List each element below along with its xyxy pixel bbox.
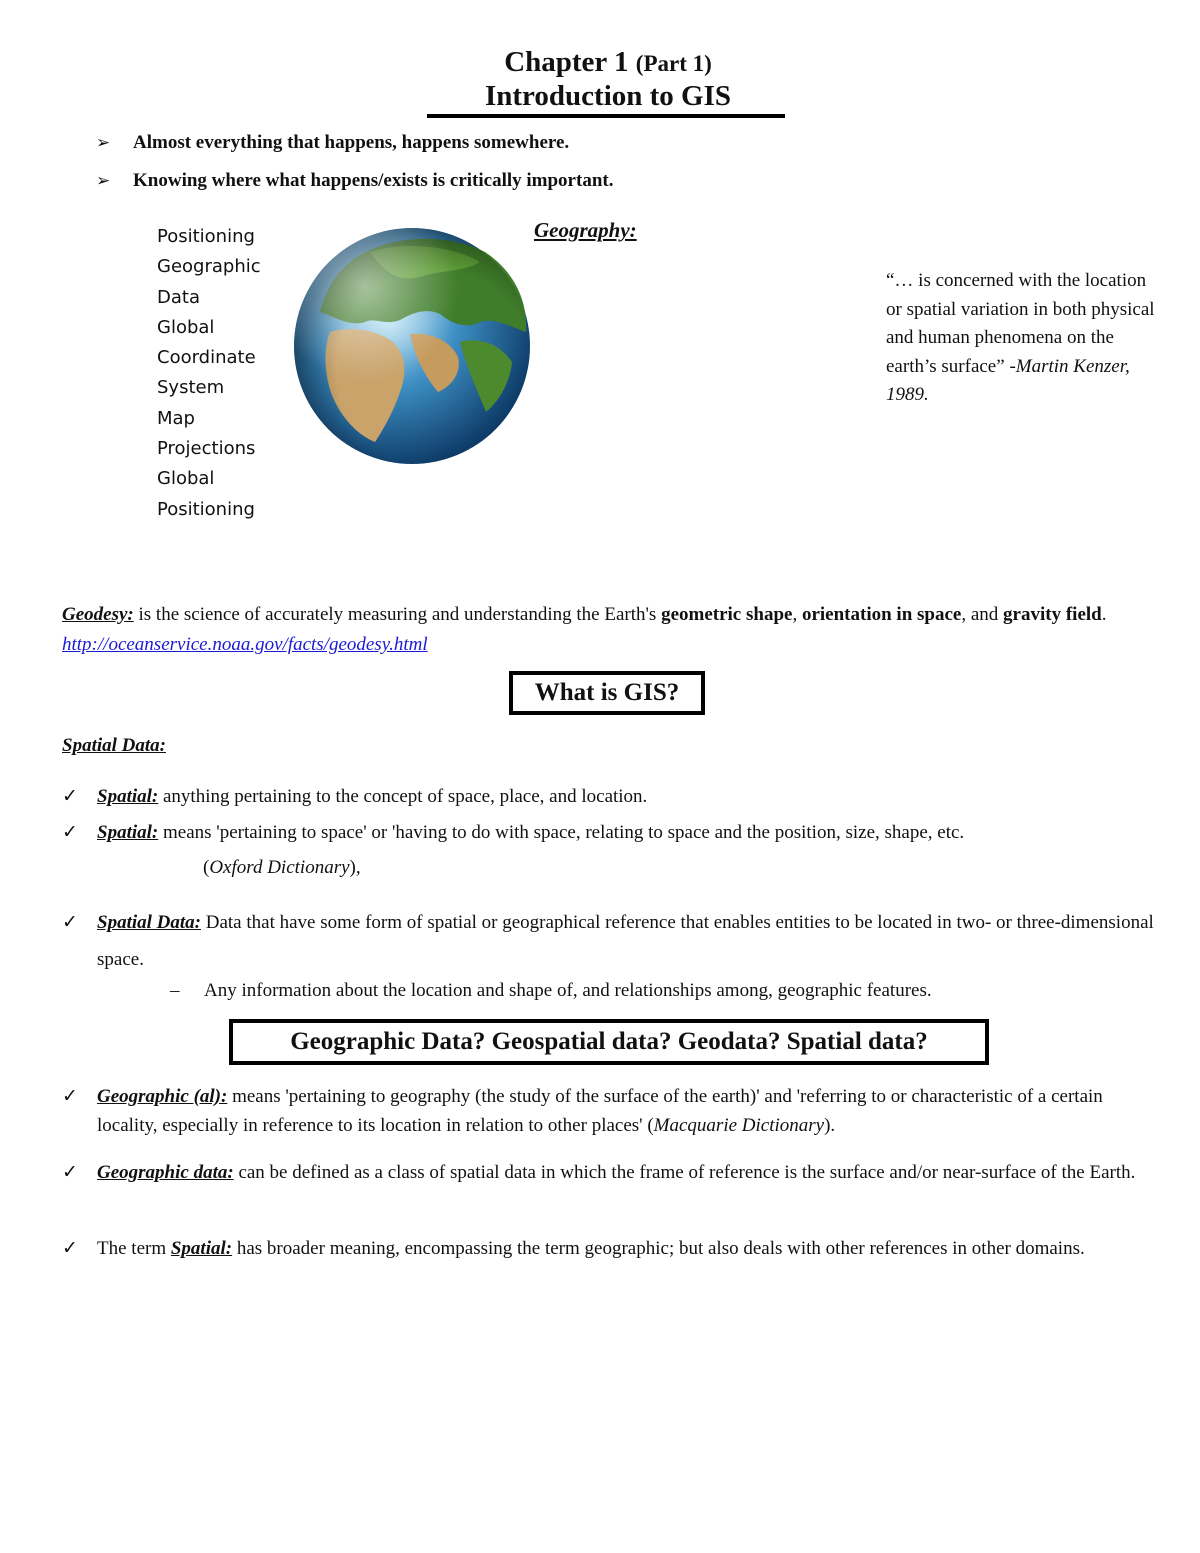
sub-list-item: [170, 980, 932, 1002]
chapter-label: Chapter 1: [504, 46, 629, 78]
dictionary-source: [203, 857, 361, 879]
list-item: [62, 1234, 1162, 1263]
emphasis: orientation in space: [801, 604, 962, 625]
geodesy-term: Geodesy:: [62, 604, 134, 625]
emphasis: geometric shape: [661, 604, 793, 625]
list-item: Positioning: [157, 226, 255, 247]
list-item: Coordinate: [157, 347, 256, 369]
list-item: [62, 904, 1162, 978]
dash-bullet: –: [170, 980, 180, 1001]
geography-quote: [886, 267, 1166, 410]
list-item: Map: [157, 407, 195, 429]
item-text: means 'pertaining to space' or 'having to do with space, relating to space and the position, size, shape, etc.: [158, 822, 965, 843]
what-is-gis-heading: What is GIS?: [509, 671, 705, 715]
list-item: [62, 1158, 1162, 1187]
source-name: Macquarie Dictionary: [653, 1115, 825, 1136]
list-item: Data: [157, 286, 200, 308]
checkmark-icon: ✓: [62, 1161, 78, 1183]
quote-attribution: -Martin Kenzer, 1989.: [886, 355, 1130, 405]
bullet-text: Knowing where what happens/exists is critically important.: [133, 170, 614, 191]
checkmark-icon: ✓: [62, 1085, 78, 1107]
source-paren: (: [203, 857, 210, 878]
intro-bullet: [96, 170, 613, 192]
arrow-bullet-icon: ➢: [96, 171, 111, 191]
list-item: [62, 1082, 1162, 1140]
geography-heading: Geography:: [534, 218, 637, 242]
item-text: has broader meaning, encompassing the term geographic; but also deals with other references in other domains.: [232, 1238, 1085, 1259]
checkmark-icon: ✓: [62, 821, 78, 843]
sub-item-text: Any information about the location and shape of, and relationships among, geographic features.: [204, 980, 932, 1001]
bullet-text: Almost everything that happens, happens somewhere.: [133, 132, 570, 153]
source-name: Oxford Dictionary: [209, 857, 350, 878]
item-prefix: The term: [97, 1238, 171, 1259]
item-term: Geographic (al):: [97, 1086, 228, 1107]
intro-bullet: [96, 132, 569, 154]
item-term: Spatial:: [170, 1238, 233, 1259]
item-text: Data that have some form of spatial or geographical reference that enables entities to be located in two- or three-dimensional space.: [97, 912, 1154, 970]
topic-list: [157, 222, 287, 525]
separator: .: [1101, 604, 1107, 625]
item-term: Geographic data:: [97, 1162, 234, 1183]
title-underline: [427, 114, 785, 118]
list-item: Geographic: [157, 256, 261, 278]
item-text: anything pertaining to the concept of space, place, and location.: [158, 786, 648, 807]
spatial-data-heading: Spatial Data:: [62, 735, 166, 756]
geographic-data-heading: Geographic Data? Geospatial data? Geodata? Spatial data?: [229, 1019, 989, 1065]
item-term: Spatial:: [97, 786, 159, 807]
separator: ,: [792, 604, 802, 625]
list-item: Global: [157, 316, 215, 338]
list-item: Global: [157, 468, 215, 490]
item-term: Spatial Data:: [97, 912, 201, 933]
list-item: System: [157, 377, 225, 399]
list-item: Positioning: [157, 498, 255, 520]
quote-text: “… is concerned with the location or spatial variation in both physical and human phenomena on the earth’s surface”: [886, 270, 1155, 377]
item-text: means 'pertaining to geography (the study of the surface of the earth)' and 'referring to or characteristic of a certain locality, especially in reference to its location in relation to other places' (: [97, 1086, 1103, 1136]
list-item: Projections: [157, 438, 256, 460]
arrow-bullet-icon: ➢: [96, 133, 111, 153]
list-item: [62, 818, 1162, 847]
list-item: [62, 782, 1162, 811]
source-paren: ),: [349, 857, 361, 878]
checkmark-icon: ✓: [62, 785, 78, 807]
globe-image: [290, 222, 534, 466]
item-end: ).: [824, 1115, 836, 1136]
geodesy-text: is the science of accurately measuring and understanding the Earth's: [133, 604, 662, 625]
chapter-subtitle: Introduction to GIS: [484, 80, 732, 112]
chapter-title: [0, 46, 1200, 79]
checkmark-icon: ✓: [62, 1237, 78, 1259]
geodesy-paragraph: [62, 600, 1162, 660]
checkmark-icon: ✓: [62, 911, 78, 933]
separator: , and: [961, 604, 1004, 625]
part-label: (Part 1): [635, 51, 712, 76]
item-text: can be defined as a class of spatial data in which the frame of reference is the surface and/or near-surface of the Earth.: [233, 1162, 1136, 1183]
geodesy-link[interactable]: http://oceanservice.noaa.gov/facts/geodesy.html: [62, 634, 428, 655]
emphasis: gravity field: [1003, 604, 1102, 625]
item-term: Spatial:: [97, 822, 159, 843]
